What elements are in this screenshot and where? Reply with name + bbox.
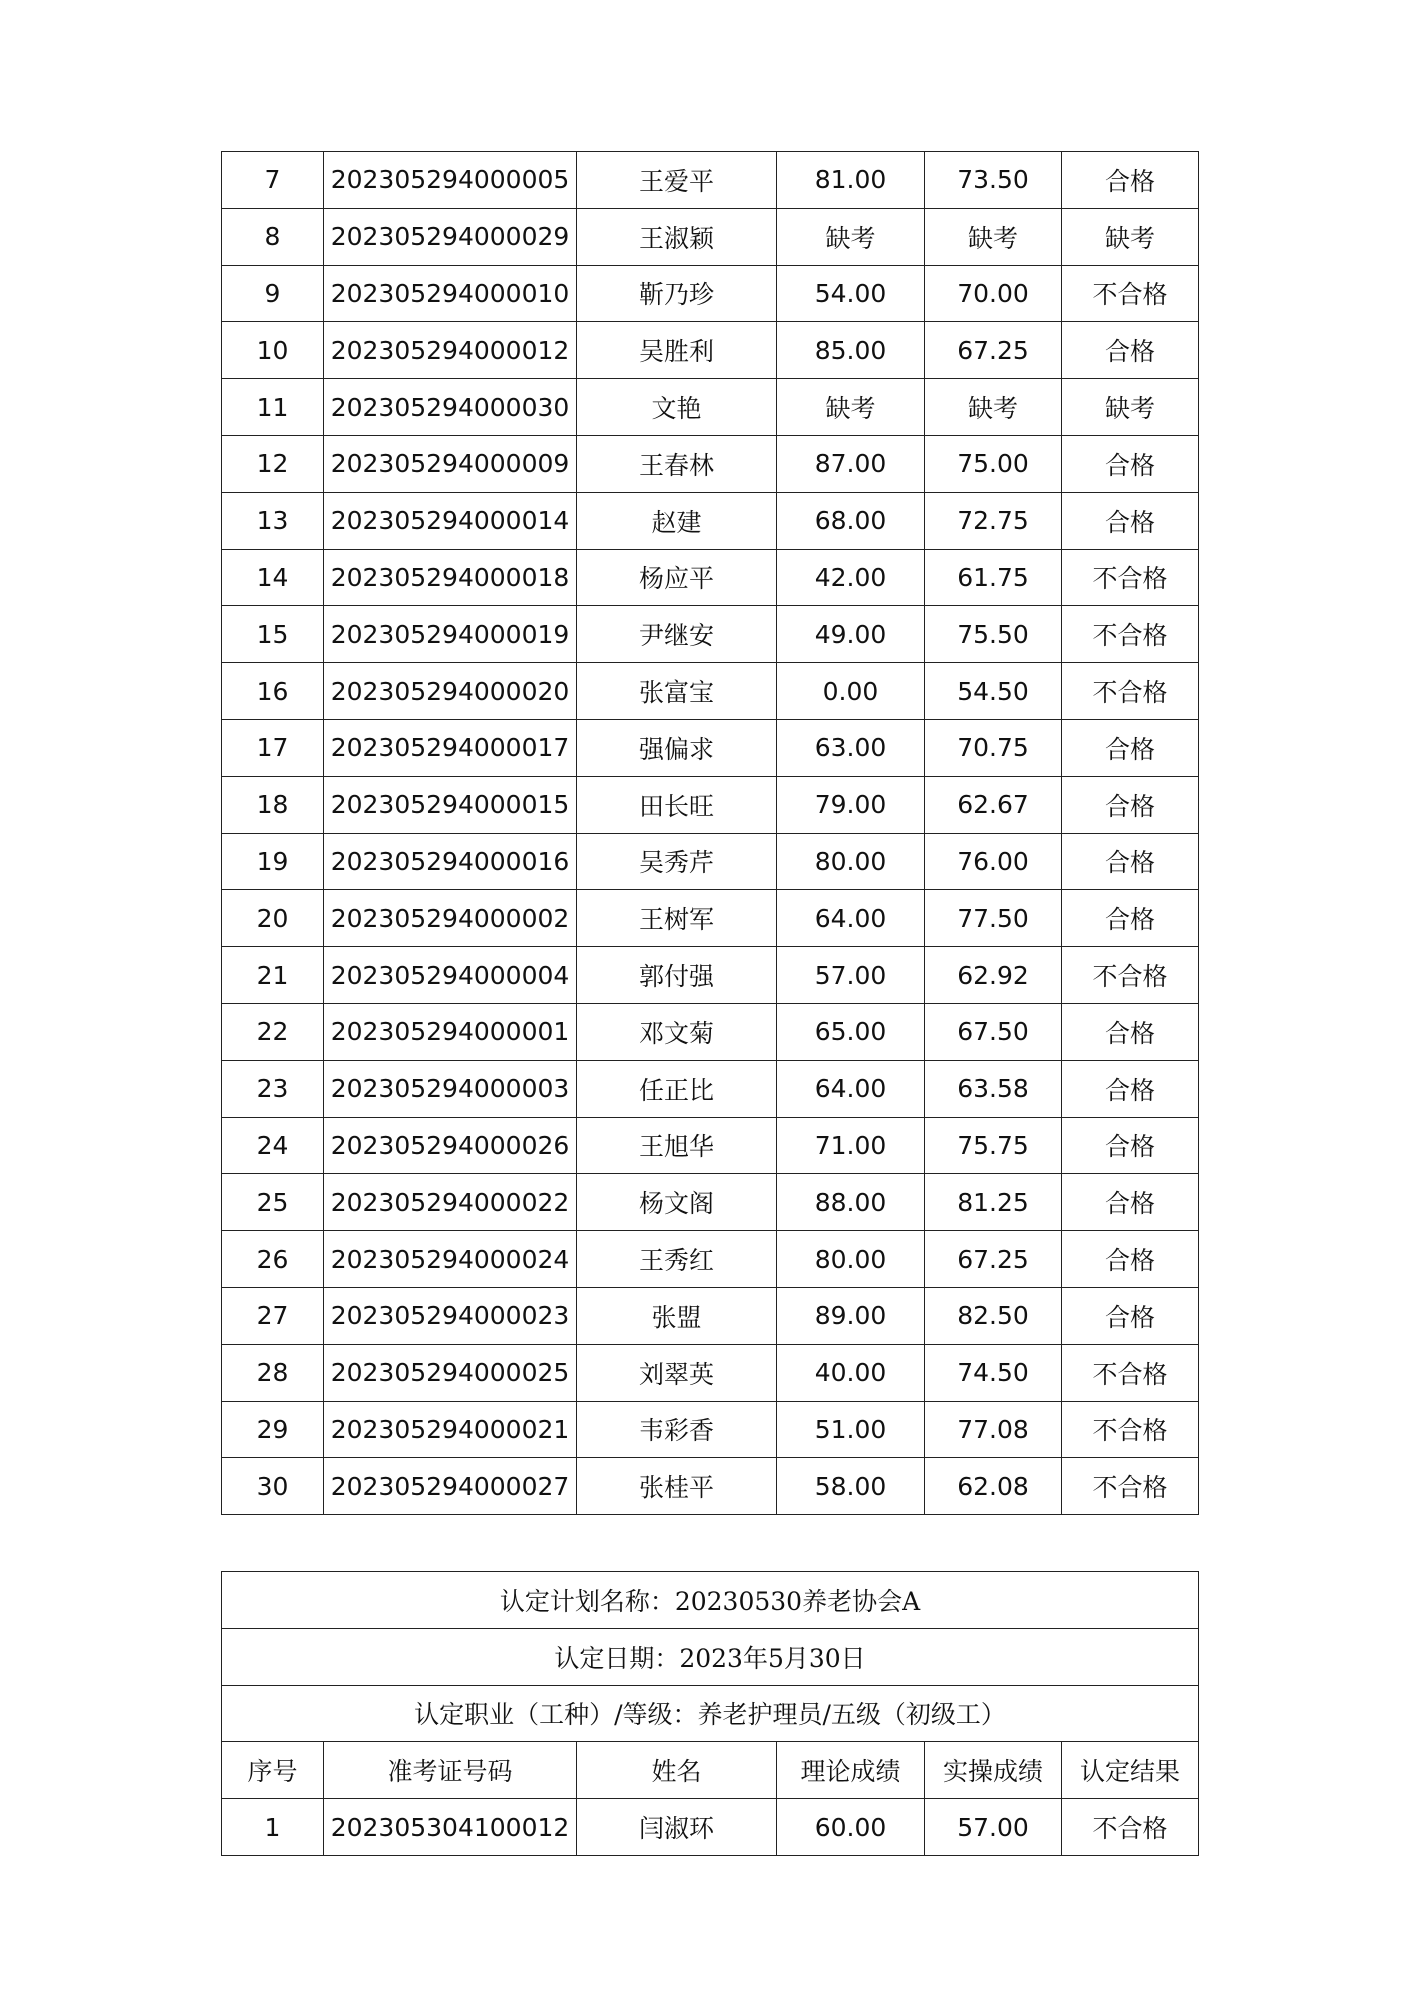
theory-score-cell: 0.00	[777, 663, 925, 720]
table-row	[222, 1060, 1199, 1117]
ticket-number-cell: 202305294000014	[324, 492, 577, 549]
table-row	[222, 1401, 1199, 1458]
seq-cell: 28	[222, 1344, 324, 1401]
seq-cell: 15	[222, 606, 324, 663]
certification-table-body	[222, 1799, 1199, 1856]
seq-cell: 27	[222, 1287, 324, 1344]
ticket-number-cell: 202305294000012	[324, 322, 577, 379]
seq-cell: 26	[222, 1231, 324, 1288]
practical-score-cell: 73.50	[925, 152, 1062, 209]
result-cell: 缺考	[1062, 208, 1199, 265]
ticket-number-cell: 202305294000001	[324, 1003, 577, 1060]
result-cell: 缺考	[1062, 379, 1199, 436]
ticket-number-cell: 202305294000023	[324, 1287, 577, 1344]
table-row	[222, 663, 1199, 720]
table-row	[222, 1799, 1199, 1856]
plan-name-row	[222, 1572, 1199, 1629]
result-cell: 不合格	[1062, 1799, 1199, 1856]
practical-score-cell: 75.50	[925, 606, 1062, 663]
ticket-number-cell: 202305294000021	[324, 1401, 577, 1458]
name-cell: 王春林	[577, 435, 777, 492]
practical-score-cell: 77.50	[925, 890, 1062, 947]
practical-score-cell: 57.00	[925, 1799, 1062, 1856]
theory-score-cell: 80.00	[777, 1231, 925, 1288]
practical-score-cell: 81.25	[925, 1174, 1062, 1231]
seq-cell: 18	[222, 776, 324, 833]
table-row	[222, 606, 1199, 663]
theory-score-cell: 57.00	[777, 947, 925, 1004]
theory-score-cell: 51.00	[777, 1401, 925, 1458]
result-cell: 合格	[1062, 1003, 1199, 1060]
result-cell: 合格	[1062, 435, 1199, 492]
seq-cell: 14	[222, 549, 324, 606]
theory-score-cell: 60.00	[777, 1799, 925, 1856]
name-cell: 闫淑环	[577, 1799, 777, 1856]
ticket-number-cell: 202305294000019	[324, 606, 577, 663]
ticket-number-cell: 202305294000020	[324, 663, 577, 720]
theory-score-cell: 65.00	[777, 1003, 925, 1060]
result-cell: 合格	[1062, 1287, 1199, 1344]
table-row	[222, 379, 1199, 436]
ticket-number-cell: 202305294000026	[324, 1117, 577, 1174]
result-cell: 不合格	[1062, 1458, 1199, 1515]
name-cell: 王淑颖	[577, 208, 777, 265]
table-row	[222, 1231, 1199, 1288]
practical-score-cell: 62.08	[925, 1458, 1062, 1515]
practical-score-cell: 76.00	[925, 833, 1062, 890]
ticket-number-cell: 202305294000022	[324, 1174, 577, 1231]
practical-score-cell: 70.75	[925, 719, 1062, 776]
ticket-number-cell: 202305294000030	[324, 379, 577, 436]
table-row	[222, 492, 1199, 549]
practical-score-cell: 62.67	[925, 776, 1062, 833]
name-cell: 王秀红	[577, 1231, 777, 1288]
seq-cell: 7	[222, 152, 324, 209]
header-name: 姓名	[577, 1742, 777, 1799]
seq-cell: 17	[222, 719, 324, 776]
result-cell: 合格	[1062, 1231, 1199, 1288]
seq-cell: 10	[222, 322, 324, 379]
result-cell: 合格	[1062, 1117, 1199, 1174]
occupation-level: 认定职业（工种）/等级：养老护理员/五级（初级工）	[222, 1685, 1199, 1742]
name-cell: 王旭华	[577, 1117, 777, 1174]
ticket-number-cell: 202305294000004	[324, 947, 577, 1004]
table-row	[222, 549, 1199, 606]
practical-score-cell: 缺考	[925, 208, 1062, 265]
table-row	[222, 719, 1199, 776]
practical-score-cell: 72.75	[925, 492, 1062, 549]
practical-score-cell: 61.75	[925, 549, 1062, 606]
ticket-number-cell: 202305294000002	[324, 890, 577, 947]
name-cell: 靳乃珍	[577, 265, 777, 322]
practical-score-cell: 77.08	[925, 1401, 1062, 1458]
result-cell: 合格	[1062, 492, 1199, 549]
practical-score-cell: 67.25	[925, 1231, 1062, 1288]
name-cell: 郭付强	[577, 947, 777, 1004]
header-practical-score: 实操成绩	[925, 1742, 1062, 1799]
seq-cell: 19	[222, 833, 324, 890]
theory-score-cell: 88.00	[777, 1174, 925, 1231]
ticket-number-cell: 202305294000029	[324, 208, 577, 265]
header-ticket-number: 准考证号码	[324, 1742, 577, 1799]
table-row	[222, 947, 1199, 1004]
theory-score-cell: 63.00	[777, 719, 925, 776]
ticket-number-cell: 202305294000010	[324, 265, 577, 322]
seq-cell: 30	[222, 1458, 324, 1515]
name-cell: 吴胜利	[577, 322, 777, 379]
table-row	[222, 1117, 1199, 1174]
certification-plan-table	[221, 1571, 1199, 1856]
theory-score-cell: 85.00	[777, 322, 925, 379]
theory-score-cell: 79.00	[777, 776, 925, 833]
theory-score-cell: 80.00	[777, 833, 925, 890]
ticket-number-cell: 202305304100012	[324, 1799, 577, 1856]
theory-score-cell: 54.00	[777, 265, 925, 322]
seq-cell: 25	[222, 1174, 324, 1231]
ticket-number-cell: 202305294000015	[324, 776, 577, 833]
ticket-number-cell: 202305294000025	[324, 1344, 577, 1401]
practical-score-cell: 63.58	[925, 1060, 1062, 1117]
occupation-row	[222, 1685, 1199, 1742]
seq-cell: 29	[222, 1401, 324, 1458]
ticket-number-cell: 202305294000005	[324, 152, 577, 209]
name-cell: 赵建	[577, 492, 777, 549]
practical-score-cell: 75.00	[925, 435, 1062, 492]
practical-score-cell: 54.50	[925, 663, 1062, 720]
seq-cell: 1	[222, 1799, 324, 1856]
ticket-number-cell: 202305294000003	[324, 1060, 577, 1117]
seq-cell: 24	[222, 1117, 324, 1174]
table-row	[222, 435, 1199, 492]
theory-score-cell: 64.00	[777, 1060, 925, 1117]
name-cell: 王爱平	[577, 152, 777, 209]
theory-score-cell: 81.00	[777, 152, 925, 209]
seq-cell: 22	[222, 1003, 324, 1060]
theory-score-cell: 49.00	[777, 606, 925, 663]
name-cell: 吴秀芹	[577, 833, 777, 890]
name-cell: 张盟	[577, 1287, 777, 1344]
theory-score-cell: 40.00	[777, 1344, 925, 1401]
seq-cell: 8	[222, 208, 324, 265]
theory-score-cell: 58.00	[777, 1458, 925, 1515]
seq-cell: 13	[222, 492, 324, 549]
practical-score-cell: 67.50	[925, 1003, 1062, 1060]
seq-cell: 12	[222, 435, 324, 492]
result-cell: 合格	[1062, 1174, 1199, 1231]
plan-date: 认定日期：2023年5月30日	[222, 1628, 1199, 1685]
table-row	[222, 265, 1199, 322]
theory-score-cell: 71.00	[777, 1117, 925, 1174]
name-cell: 尹继安	[577, 606, 777, 663]
table-row	[222, 890, 1199, 947]
table-row	[222, 1003, 1199, 1060]
table-row	[222, 152, 1199, 209]
table-row	[222, 322, 1199, 379]
table-row	[222, 1458, 1199, 1515]
name-cell: 田长旺	[577, 776, 777, 833]
result-cell: 不合格	[1062, 265, 1199, 322]
result-cell: 合格	[1062, 833, 1199, 890]
name-cell: 张桂平	[577, 1458, 777, 1515]
name-cell: 杨应平	[577, 549, 777, 606]
seq-cell: 11	[222, 379, 324, 436]
name-cell: 杨文阁	[577, 1174, 777, 1231]
seq-cell: 9	[222, 265, 324, 322]
name-cell: 王树军	[577, 890, 777, 947]
result-cell: 合格	[1062, 152, 1199, 209]
column-header-row	[222, 1742, 1199, 1799]
seq-cell: 23	[222, 1060, 324, 1117]
score-table-body	[222, 152, 1199, 1515]
ticket-number-cell: 202305294000024	[324, 1231, 577, 1288]
theory-score-cell: 87.00	[777, 435, 925, 492]
header-result: 认定结果	[1062, 1742, 1199, 1799]
table-row	[222, 1287, 1199, 1344]
theory-score-cell: 64.00	[777, 890, 925, 947]
ticket-number-cell: 202305294000018	[324, 549, 577, 606]
theory-score-cell: 42.00	[777, 549, 925, 606]
table-row	[222, 776, 1199, 833]
ticket-number-cell: 202305294000016	[324, 833, 577, 890]
result-cell: 合格	[1062, 776, 1199, 833]
plan-date-row	[222, 1628, 1199, 1685]
practical-score-cell: 82.50	[925, 1287, 1062, 1344]
result-cell: 不合格	[1062, 663, 1199, 720]
practical-score-cell: 67.25	[925, 322, 1062, 379]
result-cell: 不合格	[1062, 1344, 1199, 1401]
table-row	[222, 208, 1199, 265]
ticket-number-cell: 202305294000027	[324, 1458, 577, 1515]
plan-name: 认定计划名称：20230530养老协会A	[222, 1572, 1199, 1629]
name-cell: 韦彩香	[577, 1401, 777, 1458]
result-cell: 不合格	[1062, 549, 1199, 606]
seq-cell: 20	[222, 890, 324, 947]
theory-score-cell: 缺考	[777, 379, 925, 436]
name-cell: 文艳	[577, 379, 777, 436]
theory-score-cell: 缺考	[777, 208, 925, 265]
ticket-number-cell: 202305294000017	[324, 719, 577, 776]
practical-score-cell: 75.75	[925, 1117, 1062, 1174]
result-cell: 不合格	[1062, 1401, 1199, 1458]
result-cell: 合格	[1062, 890, 1199, 947]
seq-cell: 16	[222, 663, 324, 720]
practical-score-cell: 62.92	[925, 947, 1062, 1004]
theory-score-cell: 68.00	[777, 492, 925, 549]
name-cell: 刘翠英	[577, 1344, 777, 1401]
result-cell: 不合格	[1062, 947, 1199, 1004]
score-table-continued	[221, 151, 1199, 1515]
table-row	[222, 1344, 1199, 1401]
practical-score-cell: 缺考	[925, 379, 1062, 436]
name-cell: 任正比	[577, 1060, 777, 1117]
result-cell: 合格	[1062, 1060, 1199, 1117]
header-seq: 序号	[222, 1742, 324, 1799]
practical-score-cell: 74.50	[925, 1344, 1062, 1401]
seq-cell: 21	[222, 947, 324, 1004]
name-cell: 邓文菊	[577, 1003, 777, 1060]
table-row	[222, 833, 1199, 890]
practical-score-cell: 70.00	[925, 265, 1062, 322]
ticket-number-cell: 202305294000009	[324, 435, 577, 492]
table-row	[222, 1174, 1199, 1231]
theory-score-cell: 89.00	[777, 1287, 925, 1344]
result-cell: 合格	[1062, 719, 1199, 776]
header-theory-score: 理论成绩	[777, 1742, 925, 1799]
name-cell: 张富宝	[577, 663, 777, 720]
result-cell: 不合格	[1062, 606, 1199, 663]
result-cell: 合格	[1062, 322, 1199, 379]
name-cell: 强偏求	[577, 719, 777, 776]
